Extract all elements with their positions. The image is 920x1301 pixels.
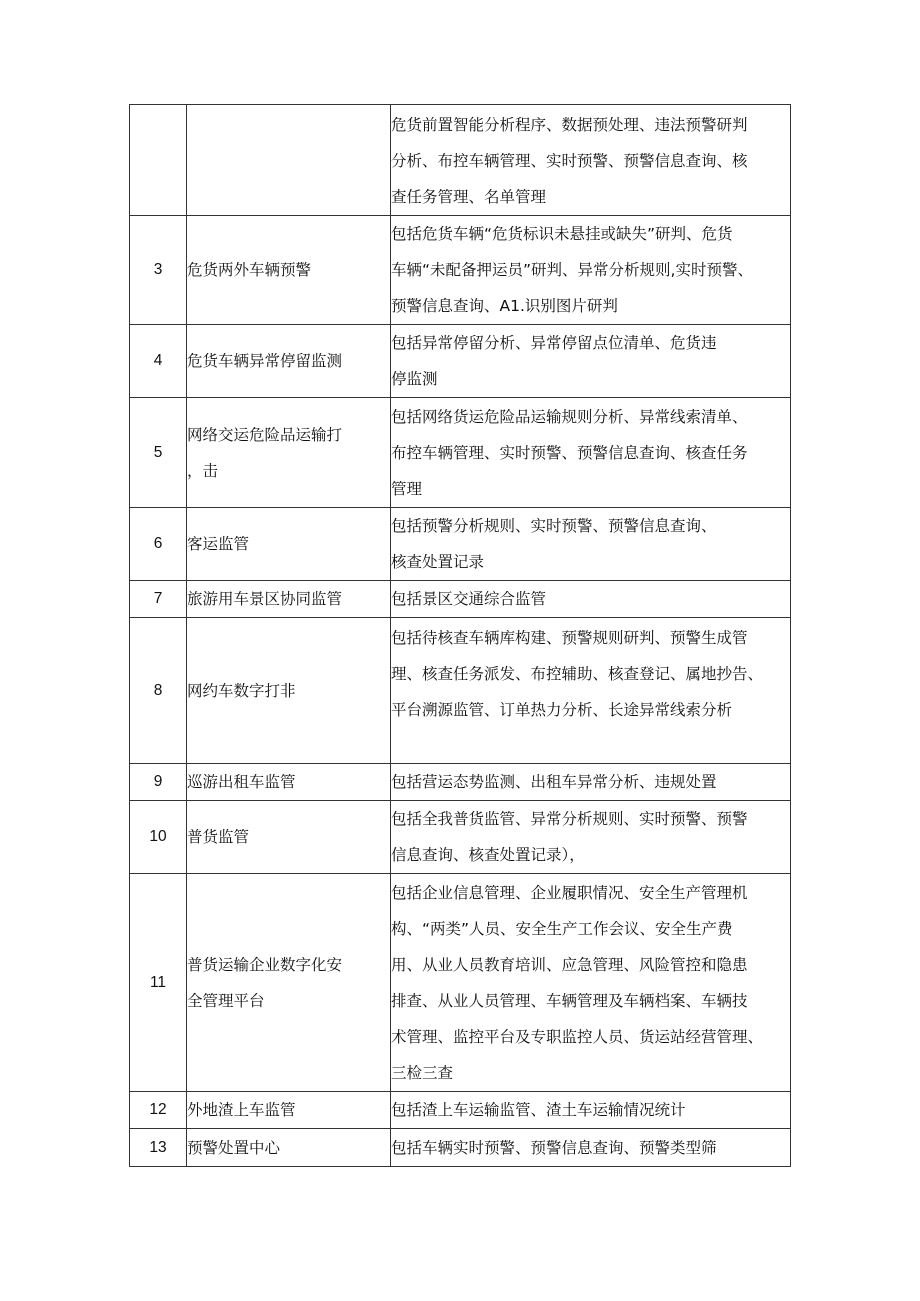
row-number: 9	[130, 764, 187, 801]
table-row	[130, 764, 791, 801]
description-line: 危货前置智能分析程序、数据预处理、违法预警研判	[391, 116, 748, 134]
description-line: 包括待核查车辆库构建、预警规则研判、预警生成管	[391, 628, 748, 647]
function-description-cell	[391, 801, 791, 874]
description-line: 平台溯源监管、订单热力分析、长途异常线索分析	[391, 700, 733, 719]
table-row	[130, 874, 791, 1092]
function-description-cell	[391, 398, 791, 508]
function-name-line: ，击	[187, 461, 219, 480]
row-number: 5	[130, 398, 187, 508]
description-line: 包括营运态势监测、出租车异常分析、违规处置	[391, 773, 717, 791]
function-name-line: 预警处置中心	[187, 1138, 281, 1157]
description-line: 包括渣上车运输监管、渣土车运输情况统计	[391, 1101, 686, 1119]
description-line: 术管理、监控平台及专职监控人员、货运站经营管理、	[391, 1027, 764, 1046]
function-name-cell	[187, 1129, 391, 1167]
description-line: 预警信息查询、A1.识别图片研判	[391, 297, 618, 315]
function-name-cell	[187, 508, 391, 581]
table-row	[130, 618, 791, 764]
description-line: 分析、布控车辆管理、实时预警、预警信息查询、核	[391, 152, 748, 170]
table-row	[130, 1129, 791, 1167]
function-name-line: 全管理平台	[187, 991, 265, 1010]
function-name-line: 客运监管	[187, 535, 250, 553]
description-line: 布控车辆管理、实时预警、预警信息查询、核查任务	[391, 443, 748, 462]
function-description-cell	[391, 105, 791, 216]
function-name-cell	[187, 618, 391, 764]
row-number: 3	[130, 216, 187, 325]
description-line: 包括全我普货监管、异常分析规则、实时预警、预警	[391, 810, 748, 828]
row-number: 7	[130, 581, 187, 618]
function-description-cell	[391, 508, 791, 581]
description-line: 车辆“未配备押运员”研判、异常分析规则,实时预警、	[391, 261, 753, 279]
description-line: 理、核查任务派发、布控辅助、核查登记、属地抄告、	[391, 664, 764, 683]
function-description-cell	[391, 216, 791, 325]
description-line: 包括网络货运危险品运输规则分析、异常线索清单、	[391, 407, 748, 426]
row-number: 6	[130, 508, 187, 581]
table-row	[130, 105, 791, 216]
row-number	[130, 105, 187, 216]
function-name-line: 网络交运危险品运输打	[187, 425, 343, 444]
description-line: 包括预警分析规则、实时预警、预警信息查询、	[391, 517, 717, 535]
description-line: 包括车辆实时预警、预警信息查询、预警类型筛	[391, 1138, 717, 1157]
function-name-cell	[187, 1092, 391, 1129]
table-row	[130, 398, 791, 508]
table-row	[130, 216, 791, 325]
function-description-cell	[391, 1092, 791, 1129]
table-row	[130, 1092, 791, 1129]
function-name-line: 巡游出租车监管	[187, 773, 296, 791]
row-number: 13	[130, 1129, 187, 1167]
description-line: 包括企业信息管理、企业履职情况、安全生产管理机	[391, 883, 748, 902]
function-description-cell	[391, 1129, 791, 1167]
description-line: 包括危货车辆“危货标识未悬挂或缺失”研判、危货	[391, 225, 733, 243]
row-number: 12	[130, 1092, 187, 1129]
function-name-cell	[187, 325, 391, 398]
function-description-cell	[391, 618, 791, 764]
description-line: 信息查询、核查处置记录），	[391, 846, 585, 864]
row-number: 8	[130, 618, 187, 764]
function-name-cell	[187, 581, 391, 618]
description-line: 核查处置记录	[391, 553, 485, 571]
row-number: 4	[130, 325, 187, 398]
function-name-line: 危货车辆异常停留监测	[187, 352, 343, 370]
function-description-cell	[391, 325, 791, 398]
description-line: 停监测	[391, 370, 438, 388]
description-line: 用、从业人员教育培训、应急管理、风险管控和隐患	[391, 955, 748, 974]
function-name-line: 旅游用车景区协同监管	[187, 590, 343, 608]
description-line: 包括景区交通综合监管	[391, 590, 547, 608]
description-line: 管理	[391, 479, 423, 498]
function-name-cell	[187, 105, 391, 216]
description-line: 排查、从业人员管理、车辆管理及车辆档案、车辆技	[391, 991, 748, 1010]
function-name-line: 危货两外车辆预警	[187, 261, 312, 279]
table-row	[130, 508, 791, 581]
description-line: 三检三查	[391, 1063, 454, 1082]
function-name-line: 外地渣上车监管	[187, 1101, 296, 1119]
row-number: 11	[130, 874, 187, 1092]
function-name-cell	[187, 764, 391, 801]
function-name-cell	[187, 801, 391, 874]
function-name-line: 普货监管	[187, 828, 250, 846]
function-table	[129, 104, 791, 1167]
function-name-cell	[187, 216, 391, 325]
table-row	[130, 325, 791, 398]
description-line: 构、“两类”人员、安全生产工作会议、安全生产费	[391, 919, 733, 938]
function-name-line: 普货运输企业数字化安	[187, 955, 343, 974]
function-description-cell	[391, 874, 791, 1092]
function-name-cell	[187, 874, 391, 1092]
function-description-cell	[391, 581, 791, 618]
table-row	[130, 801, 791, 874]
function-name-line: 网约车数字打非	[187, 681, 296, 700]
function-description-cell	[391, 764, 791, 801]
description-line: 查任务管理、名单管理	[391, 188, 547, 206]
row-number: 10	[130, 801, 187, 874]
description-line: 包括异常停留分析、异常停留点位清单、危货违	[391, 334, 717, 352]
table-row	[130, 581, 791, 618]
function-name-cell	[187, 398, 391, 508]
